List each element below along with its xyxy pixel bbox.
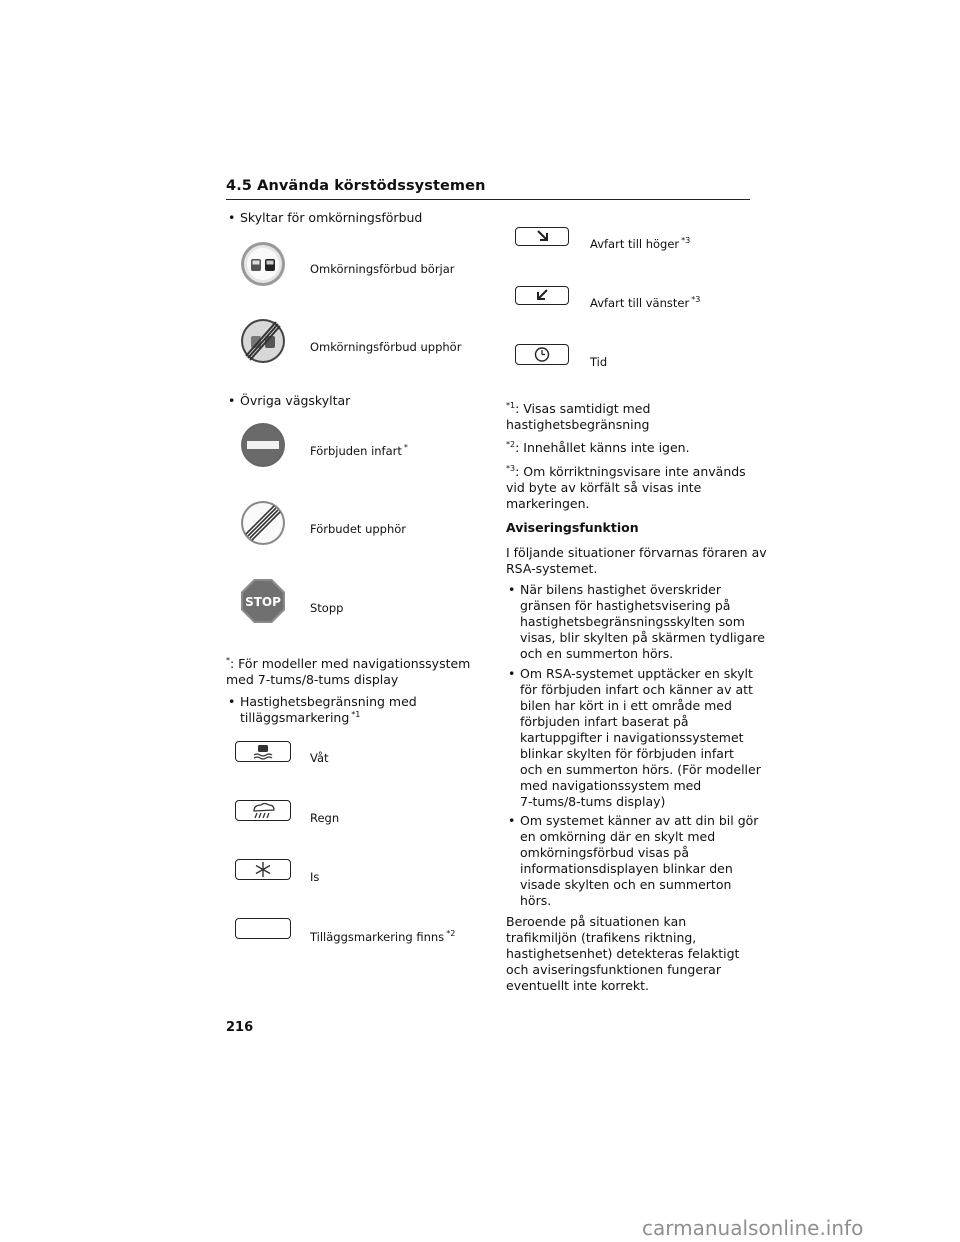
bullet-2-line9: 7-tums/8-tums display) [520,794,666,809]
exit-right-sign-icon [515,227,569,246]
bullet-1-line1: • När bilens hastighet överskrider [520,582,721,598]
wet-road-sign-icon [235,741,291,762]
no-entry-sign-icon [240,422,286,468]
bullet-2-line2: för förbjuden infart och känner av att [520,682,753,697]
bullet-3-line5: visade skylten och en summerton [520,877,732,892]
intro-line1: I följande situationer förvarnas föraren av [506,545,767,560]
overtaking-start-sign-icon [240,241,286,287]
label-overtaking-start: Omkörningsförbud börjar [310,262,455,276]
section-heading: 4.5 Använda körstödssystemen [226,178,486,194]
exit-left-sign-icon [515,286,569,305]
label-no-entry: Förbjuden infart * [310,443,408,458]
stop-sign-text: STOP [245,595,281,609]
footnote-star-line2: med 7-tums/8-tums display [226,672,399,687]
label-end-prohibition: Förbudet upphör [310,522,407,536]
footnote-3: $^{*3}$: Om körriktningsvisare inte används [506,464,746,479]
bullet-2-line6: blinkar skylten för förbjuden infart [520,746,734,761]
label-stop: Stopp [310,601,344,615]
bullet-overtaking: • Skyltar för omkörningsförbud [240,210,422,226]
outro-line3: hastighetsenhet) detekteras felaktigt [506,946,740,961]
footnote-1: $^{*1}$: Visas samtidigt med [506,401,651,416]
bullet-3-line3: omkörningsförbud visas på [520,845,690,860]
rain-sign-icon [235,800,291,821]
label-ice: Is [310,870,320,884]
stop-sign-icon [240,578,286,624]
bullet-2-line4: förbjuden infart baserat på [520,714,689,729]
label-time: Tid [590,355,608,369]
time-sign-icon [515,344,569,365]
bullet-1-line3: hastighetsbegränsningsskylten som [520,614,745,629]
footnote-star: *: För modeller med navigationssystem [226,656,471,671]
label-extra-marking: Tilläggsmarkering finns $^{*2}$ [310,929,456,944]
bullet-1-line2: gränsen för hastighetsvisering på [520,598,731,613]
label-exit-right: Avfart till höger $^{*3}$ [590,236,691,251]
heading-rule [226,199,750,200]
bullet-3-line2: en omkörning där en skylt med [520,829,716,844]
outro-line1: Beroende på situationen kan [506,914,687,929]
bullet-3-line1: • Om systemet känner av att din bil gör [520,813,758,829]
bullet-3-line4: informationsdisplayen blinkar den [520,861,733,876]
bullet-1-line5: och en summerton hörs. [520,646,674,661]
end-of-prohibition-sign-icon [240,500,286,546]
label-wet: Våt [310,751,329,765]
footnote-1-line2: hastighetsbegränsning [506,417,650,432]
bullet-2-line5: kartuppgifter i navigationssystemet [520,730,744,745]
footnote-3-line3: markeringen. [506,496,590,511]
label-overtaking-end: Omkörningsförbud upphör [310,340,462,354]
bullet-1-line4: visas, blir skylten på skärmen tydligare [520,630,765,645]
outro-line2: trafikmiljön (trafikens riktning, [506,930,697,945]
footnote-2: $^{*2}$: Innehållet känns inte igen. [506,440,690,455]
overtaking-end-sign-icon [240,318,286,364]
bullet-2-line7: och en summerton hörs. (För modeller [520,762,761,777]
ice-sign-icon [235,859,291,880]
page-number: 216 [226,1020,254,1035]
bullet-3-line6: hörs. [520,893,552,908]
footer-watermark: carmanualsonline.info [642,1216,864,1240]
outro-line5: eventuellt inte korrekt. [506,978,650,993]
label-rain: Regn [310,811,340,825]
outro-line4: och aviseringsfunktionen fungerar [506,962,721,977]
bullet-other-signs: • Övriga vägskyltar [240,393,350,409]
bullet-2-line3: bilen har kört in i ett område med [520,698,732,713]
subheading-notification: Aviseringsfunktion [506,520,639,535]
extra-marking-sign-icon [235,918,291,939]
bullet-2-line1: • Om RSA-systemet upptäcker en skylt [520,666,753,682]
bullet-2-line8: med navigationssystem med [520,778,702,793]
intro-line2: RSA-systemet. [506,561,598,576]
footnote-3-line2: vid byte av körfält så visas inte [506,480,702,495]
bullet-speed-limit-line2: tilläggsmarkering $^{*1}$ [240,710,361,725]
bullet-speed-limit: • Hastighetsbegränsning med [240,694,417,710]
label-exit-left: Avfart till vänster $^{*3}$ [590,295,701,310]
